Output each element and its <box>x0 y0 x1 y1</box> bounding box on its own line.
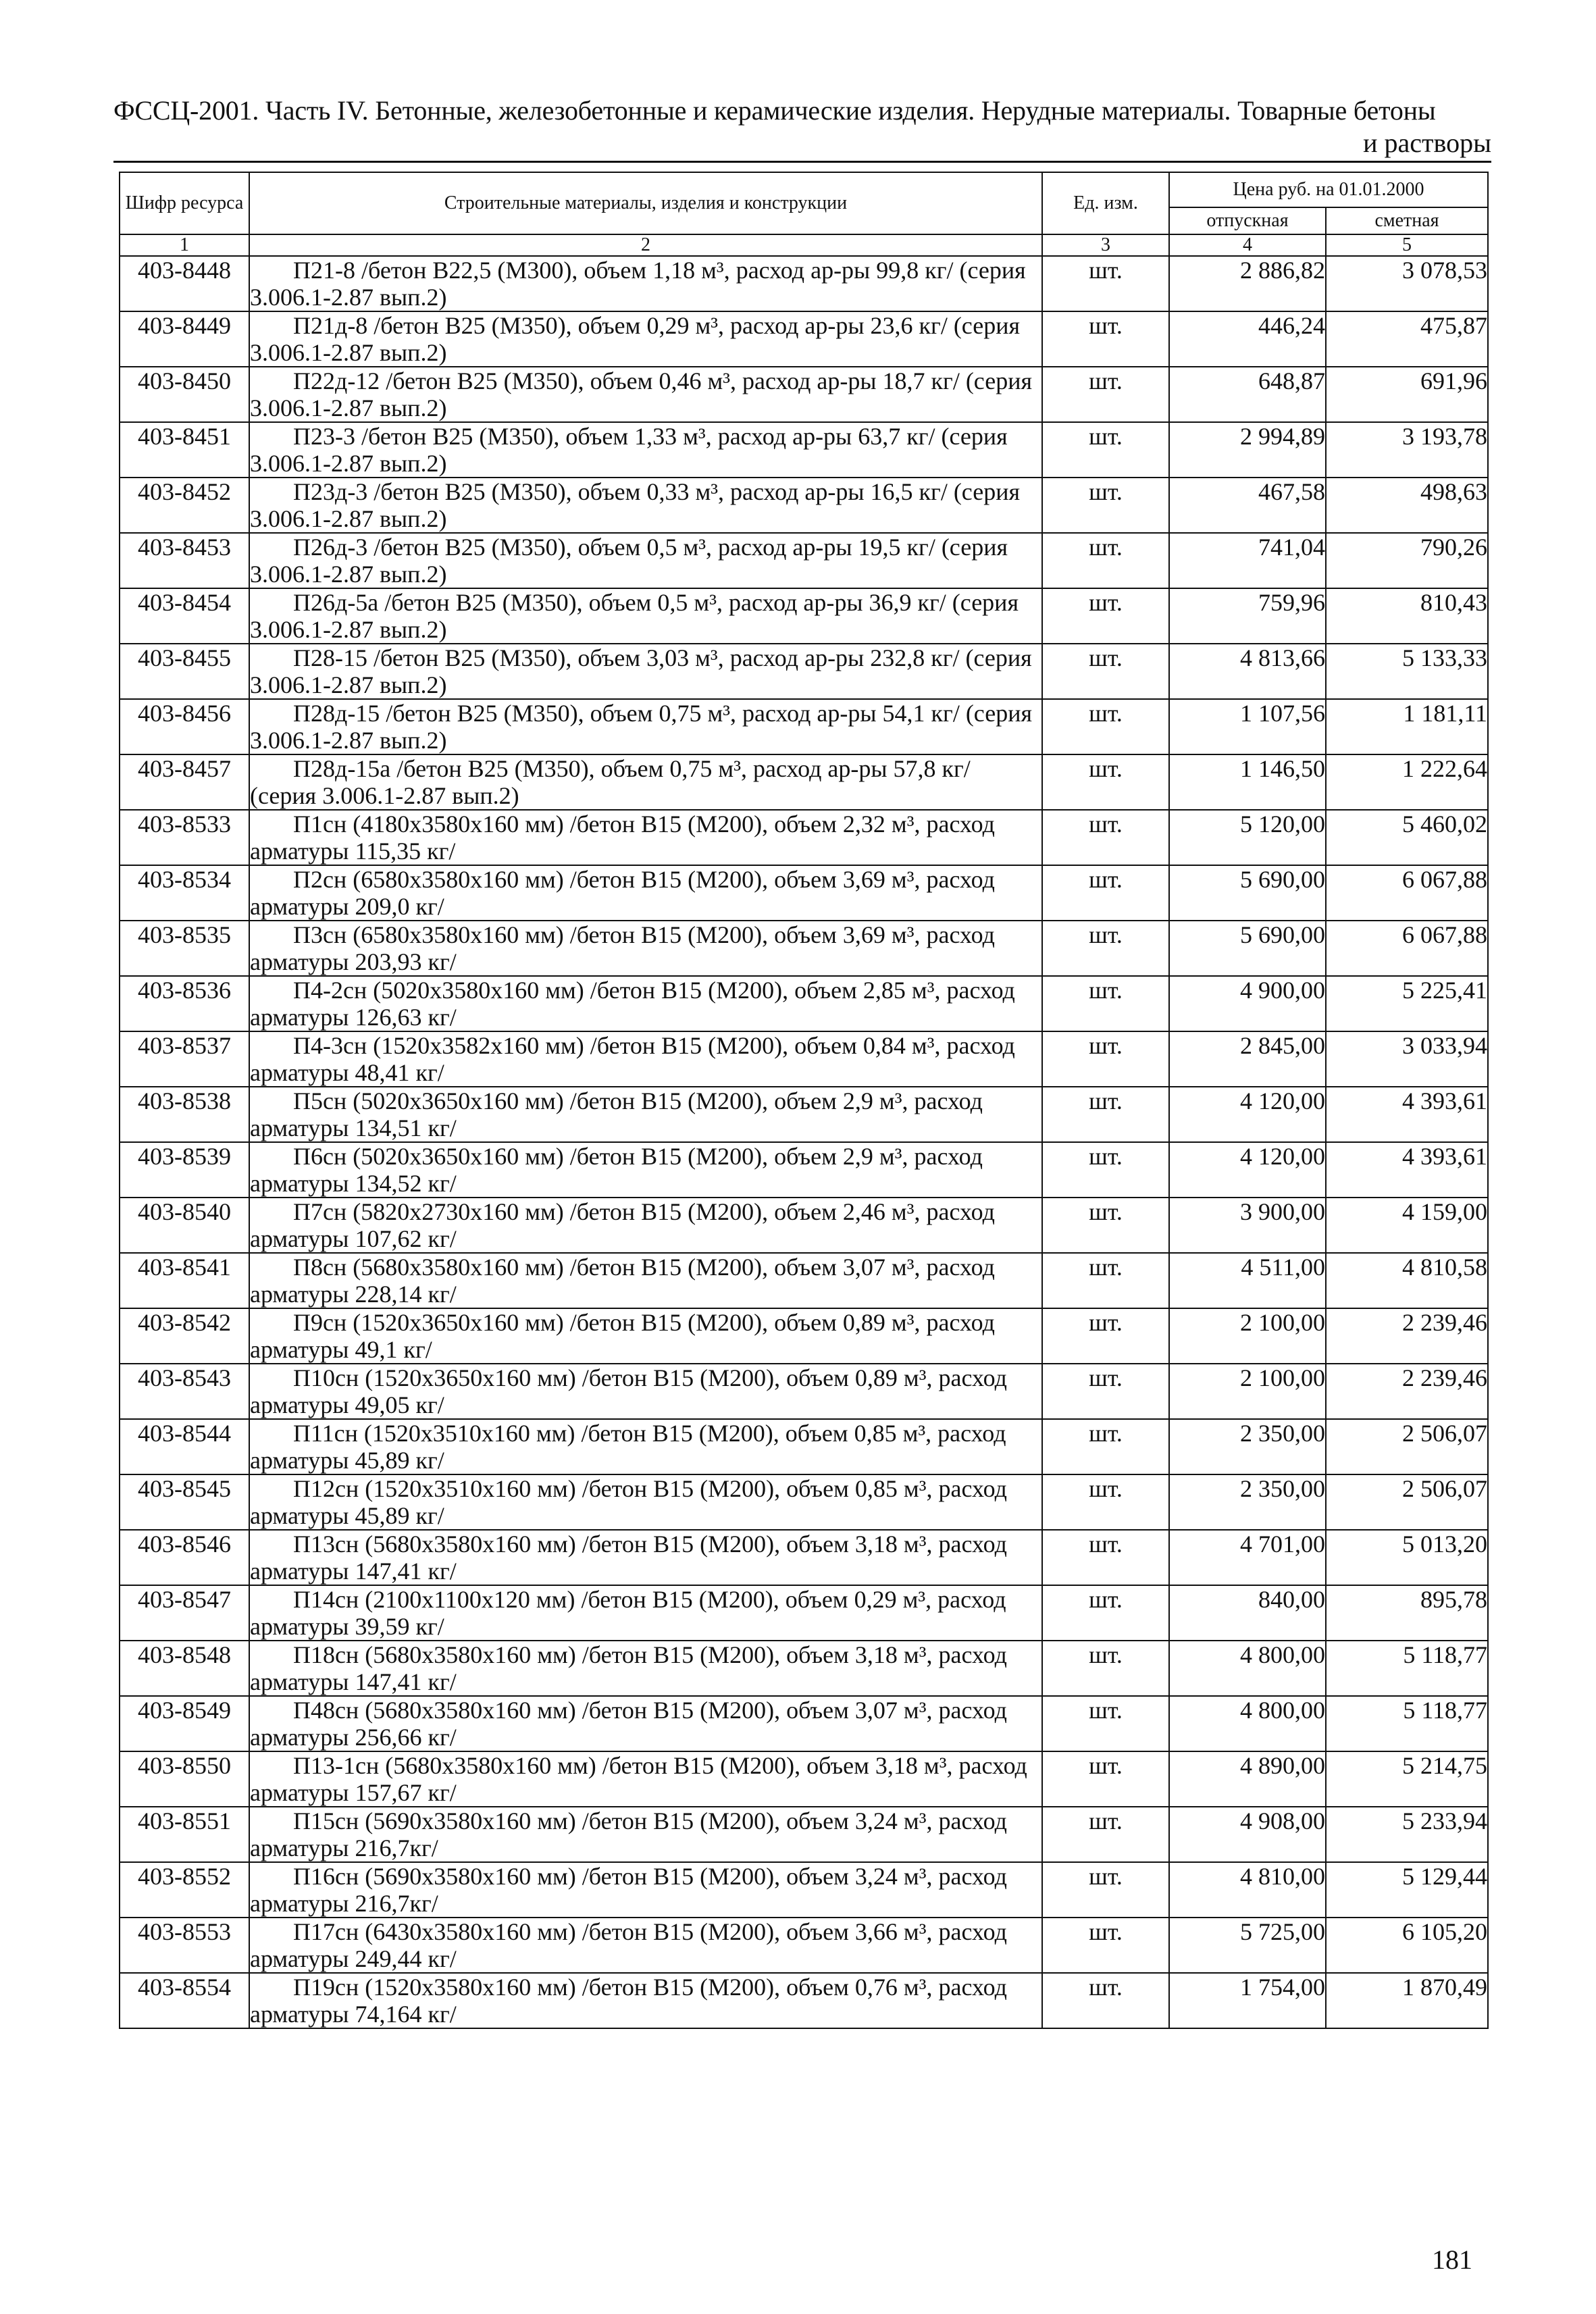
material-name-text: П21-8 /бетон В22,5 (М300), объем 1,18 м³, расход ар-ры 99,8 кг/ (серия 3.006.1-2.87 вып.2) <box>250 257 1026 311</box>
estimate-price-cell: 4 393,61 <box>1326 1087 1488 1142</box>
material-name-text: П18сн (5680х3580х160 мм) /бетон В15 (М200), объем 3,18 м³, расход арматуры 147,41 кг/ <box>250 1641 1007 1695</box>
release-price-cell: 5 690,00 <box>1169 865 1326 921</box>
estimate-price-cell: 4 159,00 <box>1326 1198 1488 1253</box>
table-row <box>120 1474 1488 1530</box>
material-name-cell <box>249 1530 1042 1585</box>
material-name-text: П12сн (1520х3510х160 мм) /бетон В15 (М200), объем 0,85 м³, расход арматуры 45,89 кг/ <box>250 1475 1007 1529</box>
estimate-price-cell: 5 133,33 <box>1326 644 1488 699</box>
unit-cell: шт. <box>1042 699 1169 754</box>
table-row <box>120 311 1488 367</box>
release-price-cell: 4 800,00 <box>1169 1641 1326 1696</box>
table-row <box>120 921 1488 976</box>
material-name-text: П4-2сн (5020х3580х160 мм) /бетон В15 (М200), объем 2,85 м³, расход арматуры 126,63 кг/ <box>250 977 1015 1031</box>
resource-code-cell: 403-8452 <box>120 478 249 533</box>
release-price-cell: 467,58 <box>1169 478 1326 533</box>
resource-code-cell: 403-8539 <box>120 1142 249 1198</box>
resource-code-cell: 403-8534 <box>120 865 249 921</box>
estimate-price-cell: 5 460,02 <box>1326 810 1488 865</box>
release-price-cell: 4 810,00 <box>1169 1862 1326 1918</box>
estimate-price-cell: 2 506,07 <box>1326 1474 1488 1530</box>
table-row <box>120 1696 1488 1751</box>
material-name-text: П22д-12 /бетон В25 (М350), объем 0,46 м³, расход ар-ры 18,7 кг/ (серия 3.006.1-2.87 вып.2) <box>250 367 1033 421</box>
release-price-cell: 4 900,00 <box>1169 976 1326 1031</box>
material-name-cell <box>249 1364 1042 1419</box>
material-name-text: П4-3сн (1520х3582х160 мм) /бетон В15 (М200), объем 0,84 м³, расход арматуры 48,41 кг/ <box>250 1032 1015 1086</box>
estimate-price-cell: 4 393,61 <box>1326 1142 1488 1198</box>
unit-cell: шт. <box>1042 478 1169 533</box>
table-row <box>120 1751 1488 1807</box>
estimate-price-cell: 475,87 <box>1326 311 1488 367</box>
unit-cell: шт. <box>1042 810 1169 865</box>
material-name-cell <box>249 367 1042 422</box>
material-name-text: П7сн (5820х2730х160 мм) /бетон В15 (М200), объем 2,46 м³, расход арматуры 107,62 кг/ <box>250 1198 995 1252</box>
estimate-price-cell: 1 222,64 <box>1326 754 1488 810</box>
material-name-cell <box>249 1308 1042 1364</box>
material-name-cell <box>249 1087 1042 1142</box>
resource-code-cell: 403-8450 <box>120 367 249 422</box>
material-name-cell <box>249 810 1042 865</box>
table-row <box>120 976 1488 1031</box>
material-name-text: П48сн (5680х3580х160 мм) /бетон В15 (М200), объем 3,07 м³, расход арматуры 256,66 кг/ <box>250 1697 1007 1751</box>
resource-code-cell: 403-8548 <box>120 1641 249 1696</box>
resource-code-cell: 403-8448 <box>120 256 249 311</box>
material-name-cell <box>249 754 1042 810</box>
table-row <box>120 533 1488 588</box>
column-number: 1 <box>120 234 249 256</box>
page-header <box>113 95 1491 159</box>
unit-cell: шт. <box>1042 921 1169 976</box>
material-name-cell <box>249 1918 1042 1973</box>
release-price-cell: 840,00 <box>1169 1585 1326 1641</box>
unit-cell: шт. <box>1042 1973 1169 2028</box>
estimate-price-cell: 1 870,49 <box>1326 1973 1488 2028</box>
table-row <box>120 810 1488 865</box>
unit-cell: шт. <box>1042 1474 1169 1530</box>
material-name-text: П28д-15а /бетон В25 (М350), объем 0,75 м³, расход ар-ры 57,8 кг/ (серия 3.006.1-2.87 вып.2) <box>250 755 971 809</box>
table-row <box>120 1530 1488 1585</box>
release-price-cell: 4 120,00 <box>1169 1087 1326 1142</box>
material-name-cell <box>249 1751 1042 1807</box>
release-price-cell: 5 690,00 <box>1169 921 1326 976</box>
release-price-cell: 2 994,89 <box>1169 422 1326 478</box>
release-price-cell: 2 845,00 <box>1169 1031 1326 1087</box>
material-name-text: П1сн (4180х3580х160 мм) /бетон В15 (М200), объем 2,32 м³, расход арматуры 115,35 кг/ <box>250 811 995 865</box>
table-row <box>120 1253 1488 1308</box>
material-name-cell <box>249 699 1042 754</box>
unit-cell: шт. <box>1042 1419 1169 1474</box>
estimate-price-cell: 3 033,94 <box>1326 1031 1488 1087</box>
resource-code-cell: 403-8536 <box>120 976 249 1031</box>
resource-code-cell: 403-8541 <box>120 1253 249 1308</box>
material-name-cell <box>249 865 1042 921</box>
resource-code-cell: 403-8453 <box>120 533 249 588</box>
resource-code-cell: 403-8544 <box>120 1419 249 1474</box>
release-price-cell: 2 100,00 <box>1169 1308 1326 1364</box>
unit-cell: шт. <box>1042 865 1169 921</box>
material-name-cell <box>249 1198 1042 1253</box>
unit-cell: шт. <box>1042 1253 1169 1308</box>
resource-code-cell: 403-8457 <box>120 754 249 810</box>
estimate-price-cell: 5 225,41 <box>1326 976 1488 1031</box>
unit-cell: шт. <box>1042 1142 1169 1198</box>
resource-code-cell: 403-8533 <box>120 810 249 865</box>
unit-cell: шт. <box>1042 1031 1169 1087</box>
release-price-cell: 648,87 <box>1169 367 1326 422</box>
release-price-cell: 4 511,00 <box>1169 1253 1326 1308</box>
table-row <box>120 1918 1488 1973</box>
table-row <box>120 478 1488 533</box>
column-number: 3 <box>1042 234 1169 256</box>
release-price-cell: 741,04 <box>1169 533 1326 588</box>
resource-code-cell: 403-8537 <box>120 1031 249 1087</box>
release-price-cell: 3 900,00 <box>1169 1198 1326 1253</box>
material-name-cell <box>249 1474 1042 1530</box>
release-price-cell: 759,96 <box>1169 588 1326 644</box>
resource-code-cell: 403-8538 <box>120 1087 249 1142</box>
resource-code-cell: 403-8540 <box>120 1198 249 1253</box>
material-name-text: П11сн (1520х3510х160 мм) /бетон В15 (М200), объем 0,85 м³, расход арматуры 45,89 кг/ <box>250 1420 1006 1474</box>
material-name-cell <box>249 1807 1042 1862</box>
table-row <box>120 1198 1488 1253</box>
material-name-text: П5сн (5020х3650х160 мм) /бетон В15 (М200), объем 2,9 м³, расход арматуры 134,51 кг/ <box>250 1087 983 1141</box>
material-name-cell <box>249 422 1042 478</box>
unit-cell: шт. <box>1042 422 1169 478</box>
material-name-text: П9сн (1520х3650х160 мм) /бетон В15 (М200), объем 0,89 м³, расход арматуры 49,1 кг/ <box>250 1309 995 1363</box>
estimate-price-cell: 895,78 <box>1326 1585 1488 1641</box>
release-price-cell: 446,24 <box>1169 311 1326 367</box>
estimate-price-cell: 691,96 <box>1326 367 1488 422</box>
material-name-text: П26д-5а /бетон В25 (М350), объем 0,5 м³, расход ар-ры 36,9 кг/ (серия 3.006.1-2.87 вып.2) <box>250 589 1019 643</box>
material-name-cell <box>249 588 1042 644</box>
unit-cell: шт. <box>1042 1198 1169 1253</box>
release-price-cell: 4 890,00 <box>1169 1751 1326 1807</box>
release-price-cell: 1 754,00 <box>1169 1973 1326 2028</box>
table-row <box>120 1585 1488 1641</box>
resource-code-cell: 403-8549 <box>120 1696 249 1751</box>
header-title-line2: и растворы <box>1363 128 1491 158</box>
material-name-text: П28д-15 /бетон В25 (М350), объем 0,75 м³, расход ар-ры 54,1 кг/ (серия 3.006.1-2.87 вып.2) <box>250 700 1033 754</box>
unit-cell: шт. <box>1042 1585 1169 1641</box>
release-price-cell: 1 146,50 <box>1169 754 1326 810</box>
header-price-group: Цена руб. на 01.01.2000 <box>1169 172 1488 207</box>
material-name-cell <box>249 1585 1042 1641</box>
release-price-cell: 5 725,00 <box>1169 1918 1326 1973</box>
estimate-price-cell: 2 239,46 <box>1326 1364 1488 1419</box>
estimate-price-cell: 5 129,44 <box>1326 1862 1488 1918</box>
header-title-line1: ФССЦ-2001. Часть IV. Бетонные, железобетонные и керамические изделия. Нерудные материалы. Товарные бетоны <box>113 95 1436 126</box>
resource-code-cell: 403-8552 <box>120 1862 249 1918</box>
material-name-cell <box>249 921 1042 976</box>
unit-cell: шт. <box>1042 1918 1169 1973</box>
resource-price-table <box>119 172 1489 2029</box>
table-row <box>120 588 1488 644</box>
material-name-text: П13-1сн (5680х3580х160 мм) /бетон В15 (М200), объем 3,18 м³, расход арматуры 157,67 кг/ <box>250 1752 1027 1806</box>
unit-cell: шт. <box>1042 976 1169 1031</box>
material-name-text: П19сн (1520х3580х160 мм) /бетон В15 (М200), объем 0,76 м³, расход арматуры 74,164 кг/ <box>250 1974 1007 2028</box>
material-name-text: П15сн (5690х3580х160 мм) /бетон В15 (М200), объем 3,24 м³, расход арматуры 216,7кг/ <box>250 1807 1007 1861</box>
table-row <box>120 1364 1488 1419</box>
table-row <box>120 256 1488 311</box>
estimate-price-cell: 2 506,07 <box>1326 1419 1488 1474</box>
release-price-cell: 4 701,00 <box>1169 1530 1326 1585</box>
estimate-price-cell: 6 067,88 <box>1326 865 1488 921</box>
material-name-cell <box>249 644 1042 699</box>
resource-code-cell: 403-8554 <box>120 1973 249 2028</box>
estimate-price-cell: 6 067,88 <box>1326 921 1488 976</box>
estimate-price-cell: 4 810,58 <box>1326 1253 1488 1308</box>
table-body <box>120 256 1488 2028</box>
estimate-price-cell: 3 193,78 <box>1326 422 1488 478</box>
resource-code-cell: 403-8551 <box>120 1807 249 1862</box>
material-name-text: П28-15 /бетон В25 (М350), объем 3,03 м³, расход ар-ры 232,8 кг/ (серия 3.006.1-2.87 вып.2) <box>250 644 1032 698</box>
table-row <box>120 1031 1488 1087</box>
unit-cell: шт. <box>1042 644 1169 699</box>
unit-cell: шт. <box>1042 256 1169 311</box>
release-price-cell: 5 120,00 <box>1169 810 1326 865</box>
unit-cell: шт. <box>1042 311 1169 367</box>
material-name-text: П14сн (2100х1100х120 мм) /бетон В15 (М200), объем 0,29 м³, расход арматуры 39,59 кг/ <box>250 1586 1006 1640</box>
table-row <box>120 1807 1488 1862</box>
table-row <box>120 699 1488 754</box>
release-price-cell: 4 800,00 <box>1169 1696 1326 1751</box>
unit-cell: шт. <box>1042 1807 1169 1862</box>
table-row <box>120 1142 1488 1198</box>
material-name-text: П17сн (6430х3580х160 мм) /бетон В15 (М200), объем 3,66 м³, расход арматуры 249,44 кг/ <box>250 1918 1007 1972</box>
material-name-cell <box>249 256 1042 311</box>
material-name-text: П6сн (5020х3650х160 мм) /бетон В15 (М200), объем 2,9 м³, расход арматуры 134,52 кг/ <box>250 1143 983 1197</box>
material-name-text: П10сн (1520х3650х160 мм) /бетон В15 (М200), объем 0,89 м³, расход арматуры 49,05 кг/ <box>250 1364 1007 1418</box>
column-number: 2 <box>249 234 1042 256</box>
unit-cell: шт. <box>1042 1530 1169 1585</box>
table-row <box>120 422 1488 478</box>
material-name-text: П21д-8 /бетон В25 (М350), объем 0,29 м³, расход ар-ры 23,6 кг/ (серия 3.006.1-2.87 вып.2) <box>250 312 1021 366</box>
resource-code-cell: 403-8550 <box>120 1751 249 1807</box>
header-price-estimate: сметная <box>1326 207 1488 234</box>
resource-code-cell: 403-8456 <box>120 699 249 754</box>
estimate-price-cell: 5 214,75 <box>1326 1751 1488 1807</box>
material-name-cell <box>249 976 1042 1031</box>
table-row <box>120 1419 1488 1474</box>
table-row <box>120 1641 1488 1696</box>
header-name: Строительные материалы, изделия и конструкции <box>249 172 1042 234</box>
release-price-cell: 2 886,82 <box>1169 256 1326 311</box>
material-name-cell <box>249 1641 1042 1696</box>
header-code: Шифр ресурса <box>120 172 249 234</box>
material-name-text: П2сн (6580х3580х160 мм) /бетон В15 (М200), объем 3,69 м³, расход арматуры 209,0 кг/ <box>250 866 995 920</box>
unit-cell: шт. <box>1042 1308 1169 1364</box>
material-name-cell <box>249 533 1042 588</box>
material-name-text: П23-3 /бетон В25 (М350), объем 1,33 м³, расход ар-ры 63,7 кг/ (серия 3.006.1-2.87 вып.2) <box>250 423 1008 477</box>
estimate-price-cell: 5 233,94 <box>1326 1807 1488 1862</box>
resource-code-cell: 403-8454 <box>120 588 249 644</box>
material-name-cell <box>249 1031 1042 1087</box>
unit-cell: шт. <box>1042 1087 1169 1142</box>
resource-code-cell: 403-8547 <box>120 1585 249 1641</box>
release-price-cell: 4 813,66 <box>1169 644 1326 699</box>
resource-code-cell: 403-8449 <box>120 311 249 367</box>
resource-code-cell: 403-8451 <box>120 422 249 478</box>
table-row <box>120 1087 1488 1142</box>
table-row <box>120 865 1488 921</box>
table-row <box>120 1973 1488 2028</box>
material-name-text: П23д-3 /бетон В25 (М350), объем 0,33 м³, расход ар-ры 16,5 кг/ (серия 3.006.1-2.87 вып.2) <box>250 478 1021 532</box>
table-row <box>120 1308 1488 1364</box>
table-row <box>120 644 1488 699</box>
unit-cell: шт. <box>1042 1641 1169 1696</box>
release-price-cell: 2 350,00 <box>1169 1474 1326 1530</box>
column-number-row <box>120 234 1488 256</box>
estimate-price-cell: 5 118,77 <box>1326 1641 1488 1696</box>
estimate-price-cell: 2 239,46 <box>1326 1308 1488 1364</box>
column-number: 4 <box>1169 234 1326 256</box>
unit-cell: шт. <box>1042 588 1169 644</box>
material-name-text: П8сн (5680х3580х160 мм) /бетон В15 (М200), объем 3,07 м³, расход арматуры 228,14 кг/ <box>250 1254 995 1308</box>
material-name-cell <box>249 1696 1042 1751</box>
material-name-cell <box>249 311 1042 367</box>
material-name-cell <box>249 1973 1042 2028</box>
estimate-price-cell: 5 013,20 <box>1326 1530 1488 1585</box>
release-price-cell: 2 350,00 <box>1169 1419 1326 1474</box>
material-name-cell <box>249 1862 1042 1918</box>
resource-code-cell: 403-8543 <box>120 1364 249 1419</box>
table-row <box>120 367 1488 422</box>
estimate-price-cell: 3 078,53 <box>1326 256 1488 311</box>
estimate-price-cell: 1 181,11 <box>1326 699 1488 754</box>
resource-code-cell: 403-8545 <box>120 1474 249 1530</box>
unit-cell: шт. <box>1042 1364 1169 1419</box>
estimate-price-cell: 5 118,77 <box>1326 1696 1488 1751</box>
header-rule <box>113 161 1491 163</box>
table-row <box>120 754 1488 810</box>
material-name-cell <box>249 478 1042 533</box>
resource-code-cell: 403-8535 <box>120 921 249 976</box>
material-name-text: П16сн (5690х3580х160 мм) /бетон В15 (М200), объем 3,24 м³, расход арматуры 216,7кг/ <box>250 1863 1007 1917</box>
resource-code-cell: 403-8542 <box>120 1308 249 1364</box>
unit-cell: шт. <box>1042 533 1169 588</box>
unit-cell: шт. <box>1042 1696 1169 1751</box>
material-name-cell <box>249 1419 1042 1474</box>
table-row <box>120 1862 1488 1918</box>
table-header <box>120 172 1488 256</box>
page-number: 181 <box>1432 2244 1472 2275</box>
unit-cell: шт. <box>1042 1751 1169 1807</box>
resource-code-cell: 403-8546 <box>120 1530 249 1585</box>
release-price-cell: 2 100,00 <box>1169 1364 1326 1419</box>
resource-code-cell: 403-8553 <box>120 1918 249 1973</box>
material-name-cell <box>249 1142 1042 1198</box>
material-name-text: П26д-3 /бетон В25 (М350), объем 0,5 м³, расход ар-ры 19,5 кг/ (серия 3.006.1-2.87 вып.2) <box>250 534 1008 588</box>
estimate-price-cell: 810,43 <box>1326 588 1488 644</box>
estimate-price-cell: 790,26 <box>1326 533 1488 588</box>
column-number: 5 <box>1326 234 1488 256</box>
estimate-price-cell: 6 105,20 <box>1326 1918 1488 1973</box>
header-unit: Ед. изм. <box>1042 172 1169 234</box>
estimate-price-cell: 498,63 <box>1326 478 1488 533</box>
material-name-cell <box>249 1253 1042 1308</box>
release-price-cell: 4 908,00 <box>1169 1807 1326 1862</box>
resource-code-cell: 403-8455 <box>120 644 249 699</box>
unit-cell: шт. <box>1042 367 1169 422</box>
release-price-cell: 4 120,00 <box>1169 1142 1326 1198</box>
material-name-text: П13сн (5680х3580х160 мм) /бетон В15 (М200), объем 3,18 м³, расход арматуры 147,41 кг/ <box>250 1531 1007 1585</box>
unit-cell: шт. <box>1042 1862 1169 1918</box>
release-price-cell: 1 107,56 <box>1169 699 1326 754</box>
material-name-text: П3сн (6580х3580х160 мм) /бетон В15 (М200), объем 3,69 м³, расход арматуры 203,93 кг/ <box>250 921 995 975</box>
header-price-release: отпускная <box>1169 207 1326 234</box>
unit-cell: шт. <box>1042 754 1169 810</box>
